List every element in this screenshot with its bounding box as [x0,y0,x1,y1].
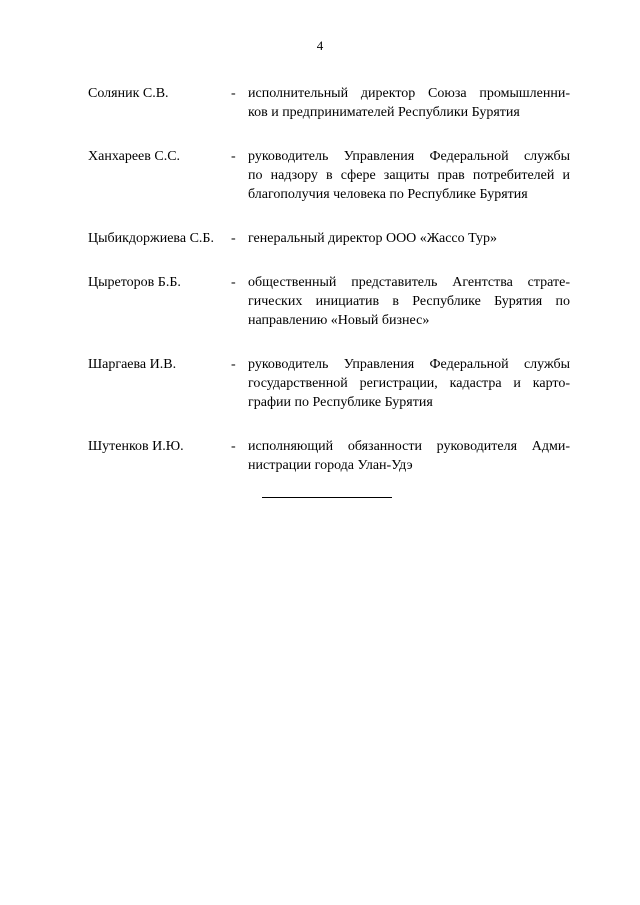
position-line: благополучия человека по Республике Бурятия [248,187,528,202]
member-list [88,84,570,500]
member-name: Шаргаева И.В. [88,357,177,372]
member-position [248,273,570,330]
position-line: генеральный директор ООО «Жассо Тур» [248,231,497,246]
dash-separator: - [231,231,236,246]
member-position [248,355,570,412]
position-line: графии по Республике Бурятия [248,395,433,410]
list-item [88,355,570,412]
list-item [88,84,570,122]
dash-separator: - [231,275,236,290]
position-line: руководитель Управления Федеральной службы [248,149,570,164]
page-number: 4 [316,38,324,53]
member-name: Шутенков И.Ю. [88,439,184,454]
member-name: Соляник С.В. [88,86,169,101]
dash-separator: - [231,357,236,372]
closing-rule [262,497,392,498]
member-name: Цыреторов Б.Б. [88,275,181,290]
position-line: гических инициатив в Республике Бурятия по [248,294,570,309]
list-item [88,229,570,248]
position-line: государственной регистрации, кадастра и карто- [248,376,570,391]
position-line: ков и предпринимателей Республики Бурятия [248,105,520,120]
position-line: исполняющий обязанности руководителя Адми- [248,439,570,454]
member-position [248,229,570,248]
dash-separator: - [231,439,236,454]
list-item [88,437,570,475]
position-line: общественный представитель Агентства страте- [248,275,570,290]
dash-separator: - [231,86,236,101]
list-item [88,147,570,204]
member-name: Цыбикдоржиева С.Б. [88,231,214,246]
member-name: Ханхареев С.С. [88,149,181,164]
dash-separator: - [231,149,236,164]
member-position [248,147,570,204]
list-item [88,273,570,330]
position-line: по надзору в сфере защиты прав потребителей и [248,168,570,183]
position-line: нистрации города Улан-Удэ [248,458,413,473]
member-position [248,437,570,475]
position-line: направлению «Новый бизнес» [248,313,430,328]
position-line: исполнительный директор Союза промышленни- [248,86,570,101]
position-line: руководитель Управления Федеральной службы [248,357,570,372]
member-position [248,84,570,122]
